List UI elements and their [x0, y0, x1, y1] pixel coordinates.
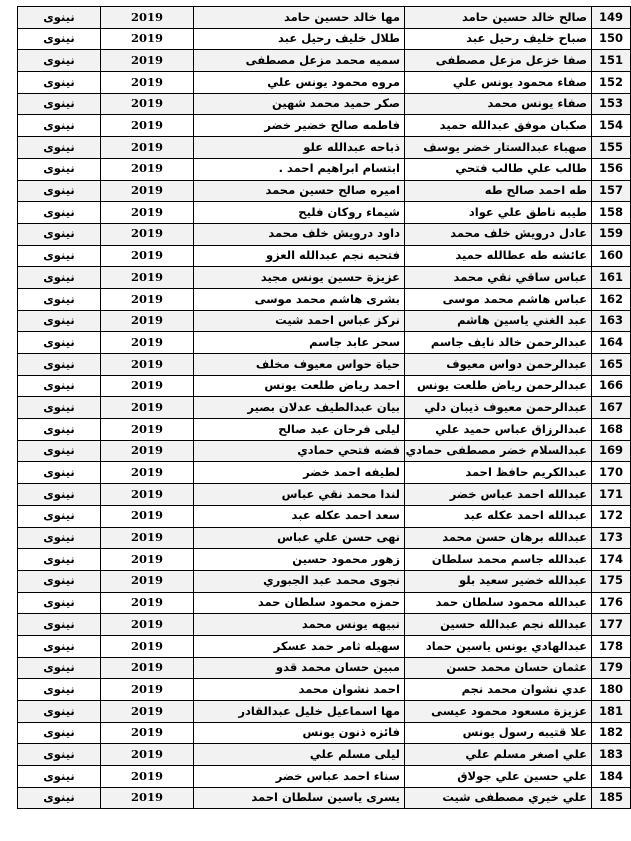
person-name: عبدالله خضير سعيد بلو	[405, 570, 592, 592]
governorate-cell: نينوى	[18, 549, 101, 571]
person-name: طيبه ناطق علي عواد	[405, 202, 592, 224]
table-row	[18, 375, 631, 397]
person-name: صفاء محمود يونس علي	[405, 72, 592, 94]
mother-name: يسرى ياسين سلطان احمد	[194, 787, 405, 809]
person-name: عبدالسلام خضر مصطفى حمادي	[405, 440, 592, 462]
year-cell: 2019	[101, 484, 194, 506]
person-name: علي خيري مصطفى شيت	[405, 787, 592, 809]
row-number: 178	[592, 635, 631, 657]
row-number: 151	[592, 50, 631, 72]
person-name: علا قتيبه رسول يونس	[405, 722, 592, 744]
year-cell: 2019	[101, 332, 194, 354]
table-row	[18, 180, 631, 202]
year-cell: 2019	[101, 180, 194, 202]
year-cell: 2019	[101, 288, 194, 310]
table-row	[18, 223, 631, 245]
row-number: 169	[592, 440, 631, 462]
mother-name: ليلى مسلم علي	[194, 744, 405, 766]
person-name: عبدالرحمن خالد نايف جاسم	[405, 332, 592, 354]
mother-name: سميه محمد مزعل مصطفى	[194, 50, 405, 72]
mother-name: سحر عابد جاسم	[194, 332, 405, 354]
mother-name: ليلى فرحان عبد صالح	[194, 419, 405, 441]
row-number: 173	[592, 527, 631, 549]
governorate-cell: نينوى	[18, 288, 101, 310]
person-name: عبد الغني ياسين هاشم	[405, 310, 592, 332]
person-name: عبدالله محمود سلطان حمد	[405, 592, 592, 614]
row-number: 166	[592, 375, 631, 397]
year-cell: 2019	[101, 50, 194, 72]
governorate-cell: نينوى	[18, 202, 101, 224]
mother-name: مها اسماعيل خليل عبدالقادر	[194, 701, 405, 723]
person-name: عادل درويش خلف محمد	[405, 223, 592, 245]
governorate-cell: نينوى	[18, 592, 101, 614]
governorate-cell: نينوى	[18, 115, 101, 137]
table-row	[18, 137, 631, 159]
person-name: صالح خالد حسين حامد	[405, 7, 592, 29]
governorate-cell: نينوى	[18, 614, 101, 636]
mother-name: سناء احمد عباس خضر	[194, 766, 405, 788]
governorate-cell: نينوى	[18, 744, 101, 766]
mother-name: عزيزة حسين يونس مجيد	[194, 267, 405, 289]
person-name: صفاء يونس محمد	[405, 93, 592, 115]
person-name: عباس ساقي نقي محمد	[405, 267, 592, 289]
person-name: عبدالله جاسم محمد سلطان	[405, 549, 592, 571]
year-cell: 2019	[101, 614, 194, 636]
mother-name: شيماء روكان فليح	[194, 202, 405, 224]
mother-name: حمزه محمود سلطان حمد	[194, 592, 405, 614]
row-number: 155	[592, 137, 631, 159]
table-row	[18, 332, 631, 354]
year-cell: 2019	[101, 158, 194, 180]
mother-name: فضه فتحي حمادي	[194, 440, 405, 462]
table-row	[18, 527, 631, 549]
person-name: صفا خزعل مزعل مصطفى	[405, 50, 592, 72]
row-number: 167	[592, 397, 631, 419]
governorate-cell: نينوى	[18, 766, 101, 788]
year-cell: 2019	[101, 310, 194, 332]
governorate-cell: نينوى	[18, 701, 101, 723]
table-row	[18, 28, 631, 50]
year-cell: 2019	[101, 267, 194, 289]
mother-name: فائزه ذنون يونس	[194, 722, 405, 744]
mother-name: حياة حواس معيوف مخلف	[194, 354, 405, 376]
mother-name: بيان عبدالطيف عدلان بصير	[194, 397, 405, 419]
year-cell: 2019	[101, 223, 194, 245]
mother-name: فتحيه نجم عبدالله العزو	[194, 245, 405, 267]
governorate-cell: نينوى	[18, 354, 101, 376]
governorate-cell: نينوى	[18, 462, 101, 484]
governorate-cell: نينوى	[18, 657, 101, 679]
row-number: 168	[592, 419, 631, 441]
table-row	[18, 570, 631, 592]
table-row	[18, 701, 631, 723]
row-number: 171	[592, 484, 631, 506]
table-row	[18, 245, 631, 267]
table-row	[18, 7, 631, 29]
governorate-cell: نينوى	[18, 7, 101, 29]
person-name: عبدالرزاق عباس حميد علي	[405, 419, 592, 441]
row-number: 176	[592, 592, 631, 614]
mother-name: صكر حميد محمد شهين	[194, 93, 405, 115]
table-row	[18, 267, 631, 289]
person-name: صهباء عبدالستار خضر يوسف	[405, 137, 592, 159]
year-cell: 2019	[101, 375, 194, 397]
year-cell: 2019	[101, 527, 194, 549]
year-cell: 2019	[101, 72, 194, 94]
governorate-cell: نينوى	[18, 635, 101, 657]
governorate-cell: نينوى	[18, 419, 101, 441]
row-number: 157	[592, 180, 631, 202]
person-name: عبدالكريم حافظ احمد	[405, 462, 592, 484]
table-row	[18, 722, 631, 744]
table-row	[18, 72, 631, 94]
table-row	[18, 115, 631, 137]
person-name: عباس هاشم محمد موسى	[405, 288, 592, 310]
mother-name: مها خالد حسين حامد	[194, 7, 405, 29]
governorate-cell: نينوى	[18, 570, 101, 592]
mother-name: اميره صالح حسين محمد	[194, 180, 405, 202]
row-number: 182	[592, 722, 631, 744]
governorate-cell: نينوى	[18, 787, 101, 809]
row-number: 175	[592, 570, 631, 592]
row-number: 154	[592, 115, 631, 137]
year-cell: 2019	[101, 635, 194, 657]
year-cell: 2019	[101, 354, 194, 376]
row-number: 179	[592, 657, 631, 679]
row-number: 160	[592, 245, 631, 267]
year-cell: 2019	[101, 462, 194, 484]
person-name: عبدالرحمن رياض طلعت يونس	[405, 375, 592, 397]
table-row	[18, 93, 631, 115]
mother-name: لندا محمد نقي عباس	[194, 484, 405, 506]
row-number: 153	[592, 93, 631, 115]
row-number: 184	[592, 766, 631, 788]
governorate-cell: نينوى	[18, 50, 101, 72]
year-cell: 2019	[101, 787, 194, 809]
mother-name: لطيفه احمد خضر	[194, 462, 405, 484]
row-number: 185	[592, 787, 631, 809]
table-row	[18, 679, 631, 701]
person-name: عثمان حسان محمد حسن	[405, 657, 592, 679]
person-name: عبدالهادي يونس ياسين حماد	[405, 635, 592, 657]
year-cell: 2019	[101, 679, 194, 701]
year-cell: 2019	[101, 766, 194, 788]
person-name: عبدالرحمن دواس معيوف	[405, 354, 592, 376]
mother-name: سعد احمد عكله عبد	[194, 505, 405, 527]
table-row	[18, 657, 631, 679]
person-name: عزيزة مسعود محمود عيسى	[405, 701, 592, 723]
row-number: 156	[592, 158, 631, 180]
table-row	[18, 549, 631, 571]
person-name: عبدالله نجم عبدالله حسين	[405, 614, 592, 636]
mother-name: بشرى هاشم محمد موسى	[194, 288, 405, 310]
table-row	[18, 202, 631, 224]
governorate-cell: نينوى	[18, 310, 101, 332]
person-name: طالب علي طالب فتحي	[405, 158, 592, 180]
governorate-cell: نينوى	[18, 397, 101, 419]
table-row	[18, 635, 631, 657]
table-row	[18, 505, 631, 527]
row-number: 150	[592, 28, 631, 50]
row-number: 159	[592, 223, 631, 245]
row-number: 161	[592, 267, 631, 289]
row-number: 158	[592, 202, 631, 224]
person-name: عبدالله احمد عكله عبد	[405, 505, 592, 527]
mother-name: نجوى محمد عبد الجبوري	[194, 570, 405, 592]
mother-name: ذباحه عبدالله علو	[194, 137, 405, 159]
mother-name: مروه محمود يونس علي	[194, 72, 405, 94]
table-row	[18, 288, 631, 310]
governorate-cell: نينوى	[18, 93, 101, 115]
governorate-cell: نينوى	[18, 72, 101, 94]
table-row	[18, 614, 631, 636]
governorate-cell: نينوى	[18, 28, 101, 50]
governorate-cell: نينوى	[18, 245, 101, 267]
year-cell: 2019	[101, 744, 194, 766]
year-cell: 2019	[101, 245, 194, 267]
year-cell: 2019	[101, 419, 194, 441]
roster-body	[18, 7, 631, 809]
governorate-cell: نينوى	[18, 679, 101, 701]
person-name: علي اصغر مسلم علي	[405, 744, 592, 766]
roster-table	[17, 6, 631, 809]
year-cell: 2019	[101, 93, 194, 115]
year-cell: 2019	[101, 7, 194, 29]
mother-name: ابتسام ابراهيم احمد .	[194, 158, 405, 180]
table-row	[18, 787, 631, 809]
person-name: علي حسين علي جولاق	[405, 766, 592, 788]
year-cell: 2019	[101, 397, 194, 419]
governorate-cell: نينوى	[18, 223, 101, 245]
row-number: 152	[592, 72, 631, 94]
row-number: 177	[592, 614, 631, 636]
year-cell: 2019	[101, 592, 194, 614]
year-cell: 2019	[101, 202, 194, 224]
governorate-cell: نينوى	[18, 484, 101, 506]
person-name: عبدالله احمد عباس خضر	[405, 484, 592, 506]
row-number: 162	[592, 288, 631, 310]
governorate-cell: نينوى	[18, 332, 101, 354]
row-number: 163	[592, 310, 631, 332]
mother-name: سهيله ثامر حمد عسكر	[194, 635, 405, 657]
mother-name: احمد نشوان محمد	[194, 679, 405, 701]
mother-name: فاطمه صالح خضير خضر	[194, 115, 405, 137]
person-name: صباح خليف رحيل عبد	[405, 28, 592, 50]
governorate-cell: نينوى	[18, 527, 101, 549]
row-number: 174	[592, 549, 631, 571]
table-row	[18, 310, 631, 332]
mother-name: نهى حسن علي عباس	[194, 527, 405, 549]
year-cell: 2019	[101, 570, 194, 592]
table-row	[18, 158, 631, 180]
governorate-cell: نينوى	[18, 267, 101, 289]
year-cell: 2019	[101, 549, 194, 571]
person-name: عائشه طه عطالله حميد	[405, 245, 592, 267]
row-number: 164	[592, 332, 631, 354]
person-name: صكبان موفق عبدالله حميد	[405, 115, 592, 137]
row-number: 183	[592, 744, 631, 766]
mother-name: طلال خليف رحيل عبد	[194, 28, 405, 50]
row-number: 170	[592, 462, 631, 484]
governorate-cell: نينوى	[18, 505, 101, 527]
governorate-cell: نينوى	[18, 722, 101, 744]
governorate-cell: نينوى	[18, 158, 101, 180]
year-cell: 2019	[101, 657, 194, 679]
table-row	[18, 397, 631, 419]
governorate-cell: نينوى	[18, 375, 101, 397]
mother-name: نركز عباس احمد شيت	[194, 310, 405, 332]
year-cell: 2019	[101, 137, 194, 159]
person-name: طه احمد صالح طه	[405, 180, 592, 202]
person-name: عبدالرحمن معيوف ذيبان دلي	[405, 397, 592, 419]
year-cell: 2019	[101, 722, 194, 744]
year-cell: 2019	[101, 505, 194, 527]
table-row	[18, 484, 631, 506]
table-row	[18, 766, 631, 788]
governorate-cell: نينوى	[18, 137, 101, 159]
year-cell: 2019	[101, 701, 194, 723]
mother-name: مبين حسان محمد قدو	[194, 657, 405, 679]
table-row	[18, 419, 631, 441]
table-row	[18, 592, 631, 614]
mother-name: زهور محمود حسين	[194, 549, 405, 571]
mother-name: احمد رياض طلعت يونس	[194, 375, 405, 397]
year-cell: 2019	[101, 440, 194, 462]
row-number: 181	[592, 701, 631, 723]
mother-name: نبيهه يونس محمد	[194, 614, 405, 636]
mother-name: داود درويش خلف محمد	[194, 223, 405, 245]
table-row	[18, 354, 631, 376]
governorate-cell: نينوى	[18, 180, 101, 202]
year-cell: 2019	[101, 28, 194, 50]
table-row	[18, 744, 631, 766]
row-number: 149	[592, 7, 631, 29]
row-number: 172	[592, 505, 631, 527]
person-name: عبدالله برهان حسن محمد	[405, 527, 592, 549]
year-cell: 2019	[101, 115, 194, 137]
person-name: عدي نشوان محمد نجم	[405, 679, 592, 701]
table-row	[18, 462, 631, 484]
governorate-cell: نينوى	[18, 440, 101, 462]
row-number: 165	[592, 354, 631, 376]
table-row	[18, 440, 631, 462]
row-number: 180	[592, 679, 631, 701]
table-row	[18, 50, 631, 72]
